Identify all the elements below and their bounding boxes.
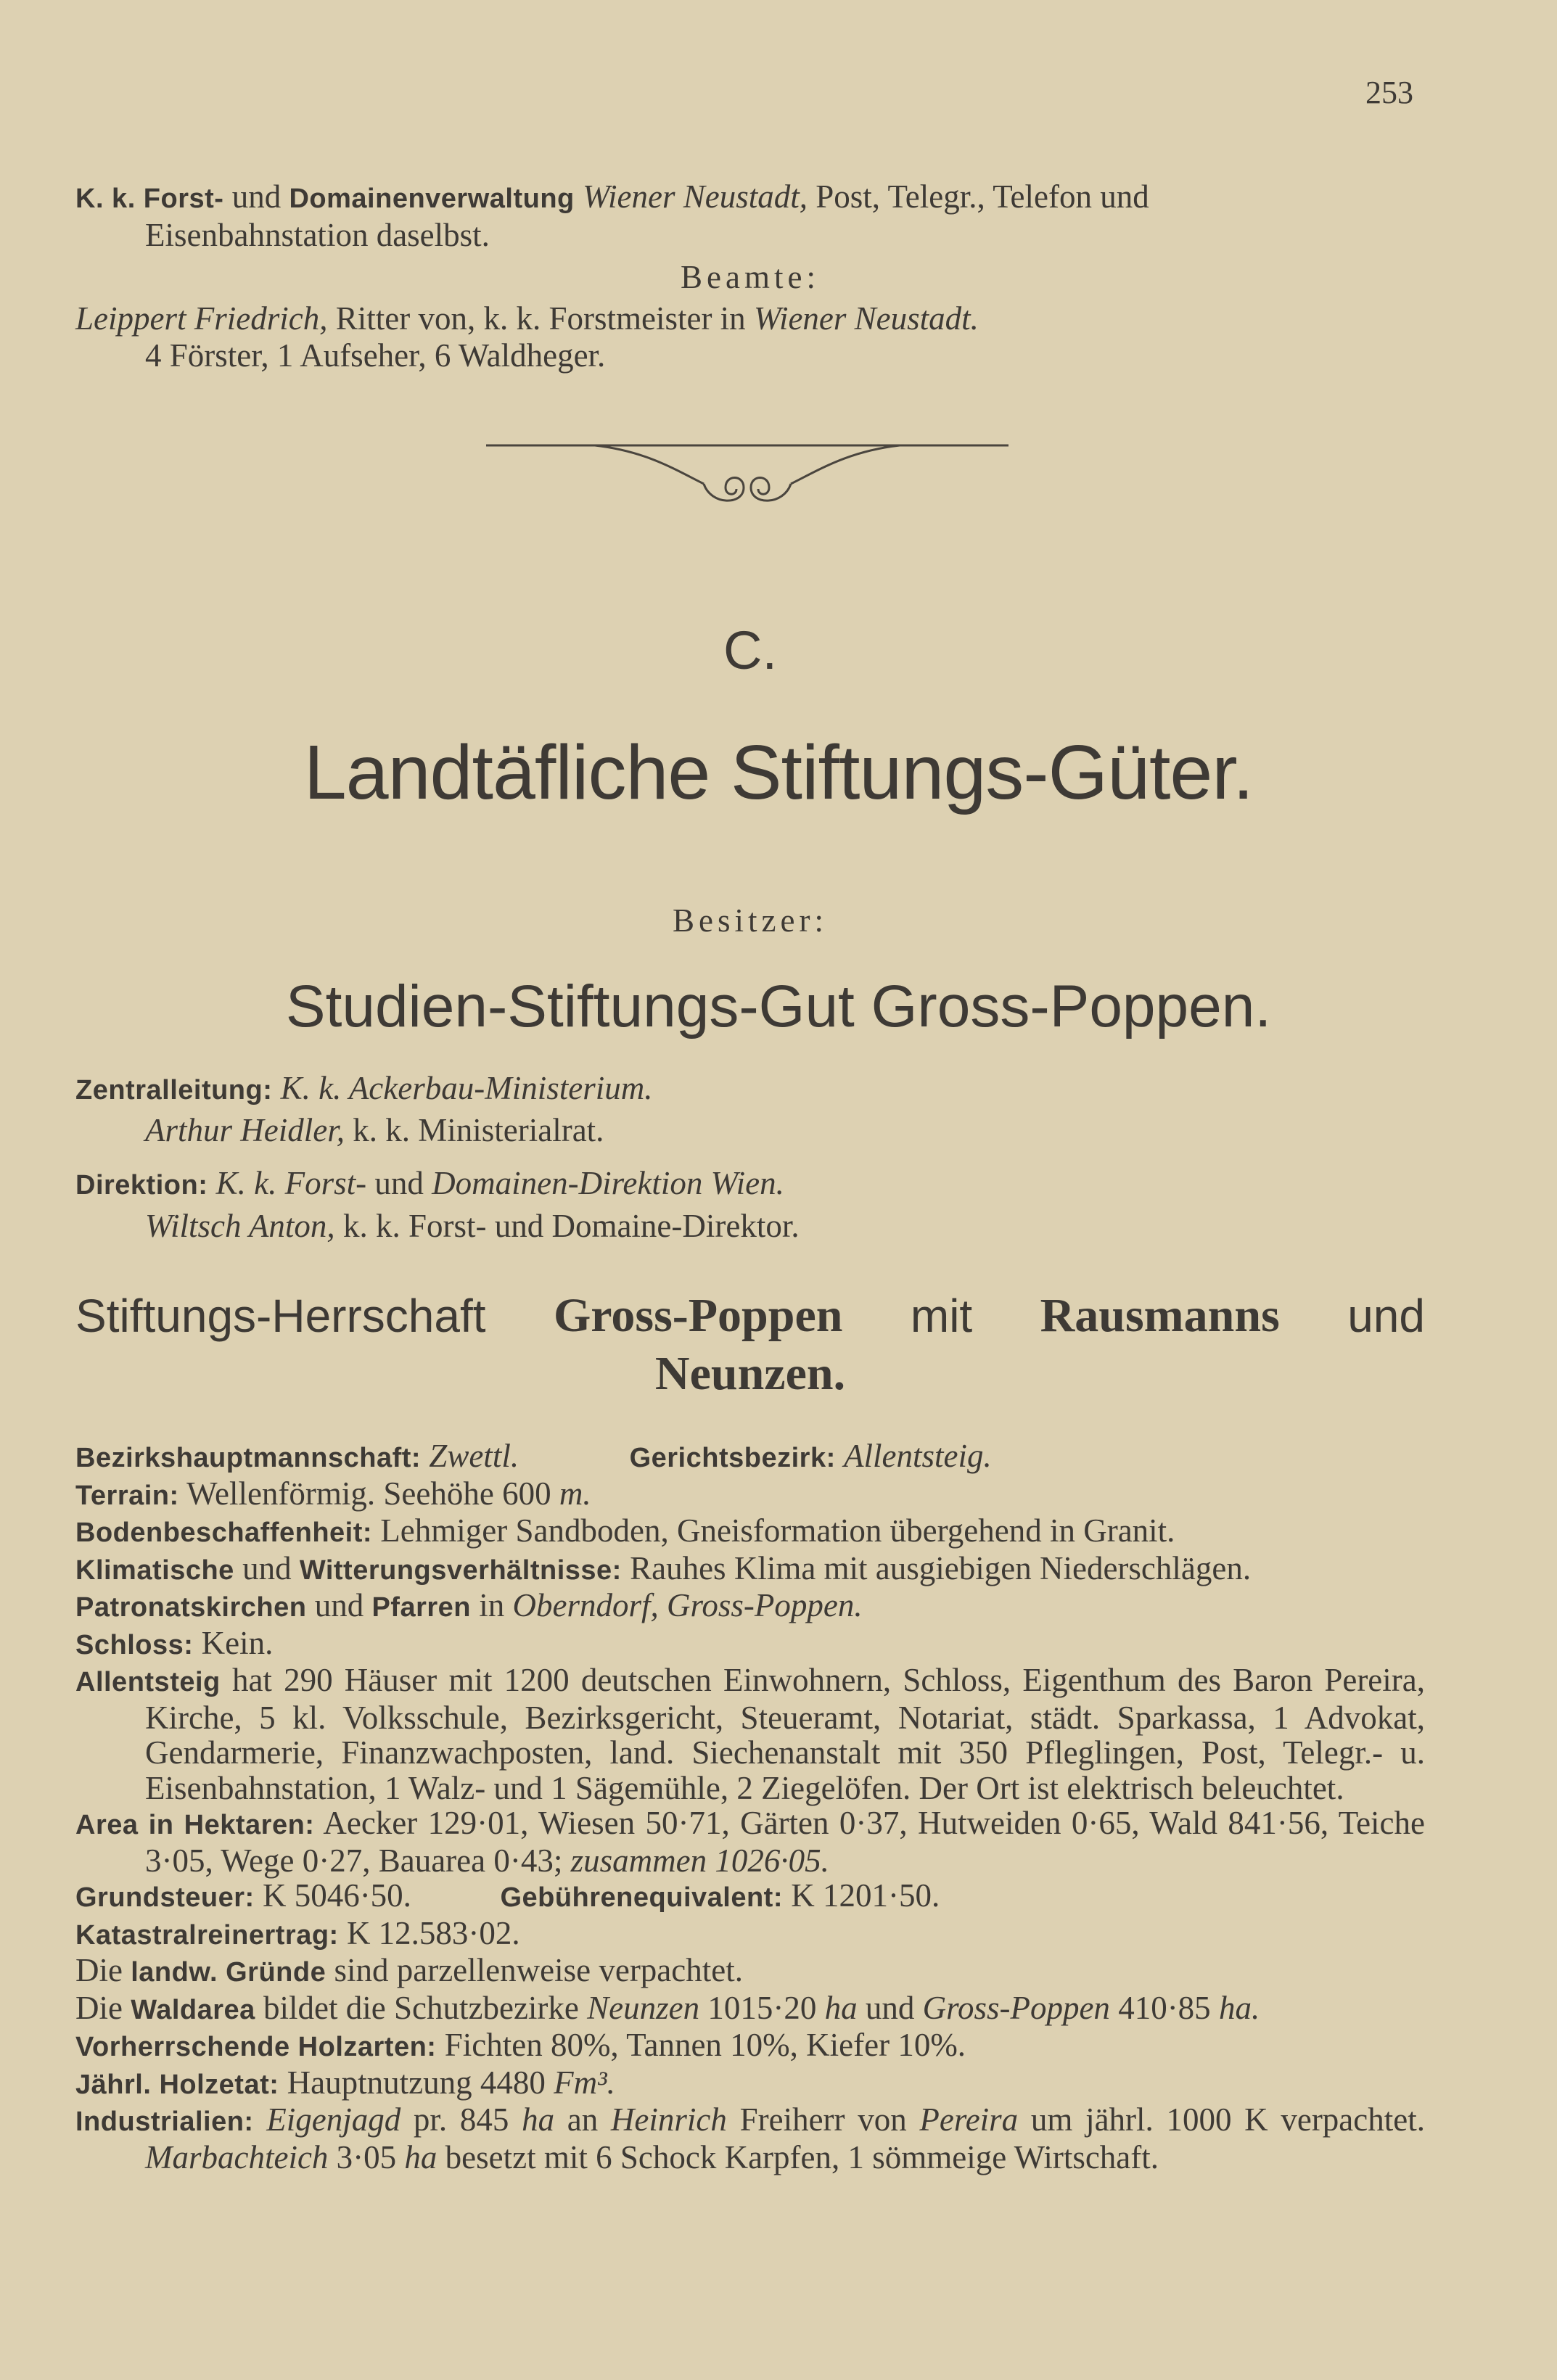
direktion-und: und: [366, 1165, 432, 1201]
estate-pre: Stiftungs-Herrschaft: [75, 1290, 486, 1342]
besitzer-heading: Besitzer:: [673, 902, 828, 939]
holz-line: Vorherrschende Holzarten: Fichten 80%, Tannen 10%, Kiefer 10%.: [75, 2027, 966, 2063]
industrialien-paragraph: Industrialien: Eigenjagd pr. 845 ha an Heinrich Freiherr von Pereira um jährl. 1000 K verpachtet. Marbachteich 3·05 ha besetzt mit 6 Schock Karpfen, 1 sömmeige Wirtschaft.: [75, 2101, 1425, 2175]
etat-line: Jährl. Holzetat: Hauptnutzung 4480 Fm³.: [75, 2064, 615, 2101]
patronat-line: Patronatskirchen und Pfarren in Oberndorf, Gross-Poppen.: [75, 1587, 863, 1623]
zentral-person: Arthur Heidler,: [145, 1112, 345, 1148]
direktion-line: [75, 1165, 1425, 1203]
direktion-person-rest: k. k. Forst- und Domaine-Direktor.: [334, 1208, 800, 1244]
estate-name1: Gross-Poppen: [553, 1289, 843, 1342]
official-name: Leippert Friedrich,: [75, 300, 328, 337]
zentral-line: [75, 1070, 1425, 1108]
bezirk-line: Bezirkshauptmannschaft: Zwettl. Gerichtsbezirk: Allentsteig.: [75, 1438, 992, 1474]
klima-line: Klimatische und Witterungsverhältnisse: Rauhes Klima mit ausgiebigen Niederschlägen.: [75, 1549, 1252, 1586]
zentral-label: Zentralleitung:: [75, 1075, 273, 1105]
official-rest: Ritter von, k. k. Forstmeister in: [327, 300, 754, 337]
entry-place: Wiener Neustadt,: [583, 178, 808, 215]
zentral-person-line: [75, 1112, 1495, 1148]
terrain-line: Terrain: Wellenförmig. Seehöhe 600 m.: [75, 1475, 591, 1512]
beamte-heading: Beamte:: [681, 259, 820, 295]
section-title: Landtäfliche Stiftungs-Güter.: [303, 730, 1254, 815]
estate-mid: mit: [910, 1290, 973, 1342]
entry-rest: Post, Telegr., Telefon und: [807, 178, 1149, 215]
direktion-person: Wiltsch Anton,: [145, 1208, 335, 1244]
zentral-person-rest: k. k. Ministerialrat.: [345, 1112, 604, 1148]
owner-title: Studien-Stiftungs-Gut Gross-Poppen.: [285, 973, 1272, 1039]
entry-und: und: [223, 178, 289, 215]
zentral-value: K. k. Ackerbau-Ministerium.: [280, 1070, 653, 1106]
area-paragraph: Area in Hektaren: Aecker 129·01, Wiesen 50·71, Gärten 0·37, Hutweiden 0·65, Wald 841·56, Teiche 3·05, Wege 0·27, Bauarea 0·43; zusammen 1026·05.: [75, 1805, 1426, 1879]
official-place: Wiener Neustadt.: [753, 300, 979, 337]
estate-name3: Neunzen.: [654, 1347, 846, 1400]
entry-bold: K. k. Forst-: [75, 184, 224, 214]
estate-heading: [75, 1288, 1425, 1402]
details-block: [75, 1438, 1425, 2175]
staff-line: 4 Förster, 1 Aufseher, 6 Waldheger.: [145, 337, 606, 374]
official-line: [75, 300, 1425, 337]
landw-line: Die landw. Gründe sind parzellenweise verpachtet.: [75, 1952, 743, 1988]
schloss-line: Schloss: Kein.: [75, 1624, 274, 1661]
estate-post: und: [1347, 1290, 1425, 1342]
kataster-line: Katastralreinertrag: K 12.583·02.: [75, 1914, 520, 1951]
direktion-person-line: [75, 1208, 1495, 1244]
entry-line2: Eisenbahnstation daselbst.: [145, 217, 490, 253]
forst-entry-text: [75, 178, 1425, 253]
page-number: 253: [1365, 75, 1413, 110]
section-letter: C.: [723, 620, 777, 680]
estate-name2: Rausmanns: [1040, 1289, 1280, 1342]
grundsteuer-line: Grundsteuer: K 5046·50. Gebührenequivalent: K 1201·50.: [75, 1877, 940, 1914]
direktion-label: Direktion:: [75, 1170, 208, 1201]
estate-heading-line1: [75, 1288, 1425, 1344]
direktion-value-b: Domainen-Direktion Wien.: [432, 1165, 784, 1201]
wald-paragraph: Die Waldarea bildet die Schutzbezirke Neunzen 1015·20 ha und Gross-Poppen 410·85 ha.: [75, 1989, 1260, 2026]
boden-line: Bodenbeschaffenheit: Lehmiger Sandboden, Gneisformation übergehend in Granit.: [75, 1512, 1175, 1549]
forst-entry: [75, 178, 1425, 253]
direktion-value-a: K. k. Forst-: [215, 1165, 367, 1201]
allentsteig-paragraph: Allentsteig hat 290 Häuser mit 1200 deutschen Einwohnern, Schloss, Eigenthum des Baron Pereira, Kirche, 5 kl. Volksschule, Bezirksgericht, Steueramt, Notariat, städt. Sparkassa, 1 Advokat, Gendarmerie, Finanzwachposten, land. Siechenanstalt mit 350 Pfleglingen, Post, Telegr.- u. Eisenbahnstation, 1 Walz- und 1 Sägemühle, 2 Ziegelöfen. Der Ort ist elektrisch beleuchtet.: [75, 1662, 1425, 1806]
entry-bold2: Domainenverwaltung: [289, 184, 575, 214]
ornament-divider: [486, 429, 1008, 516]
